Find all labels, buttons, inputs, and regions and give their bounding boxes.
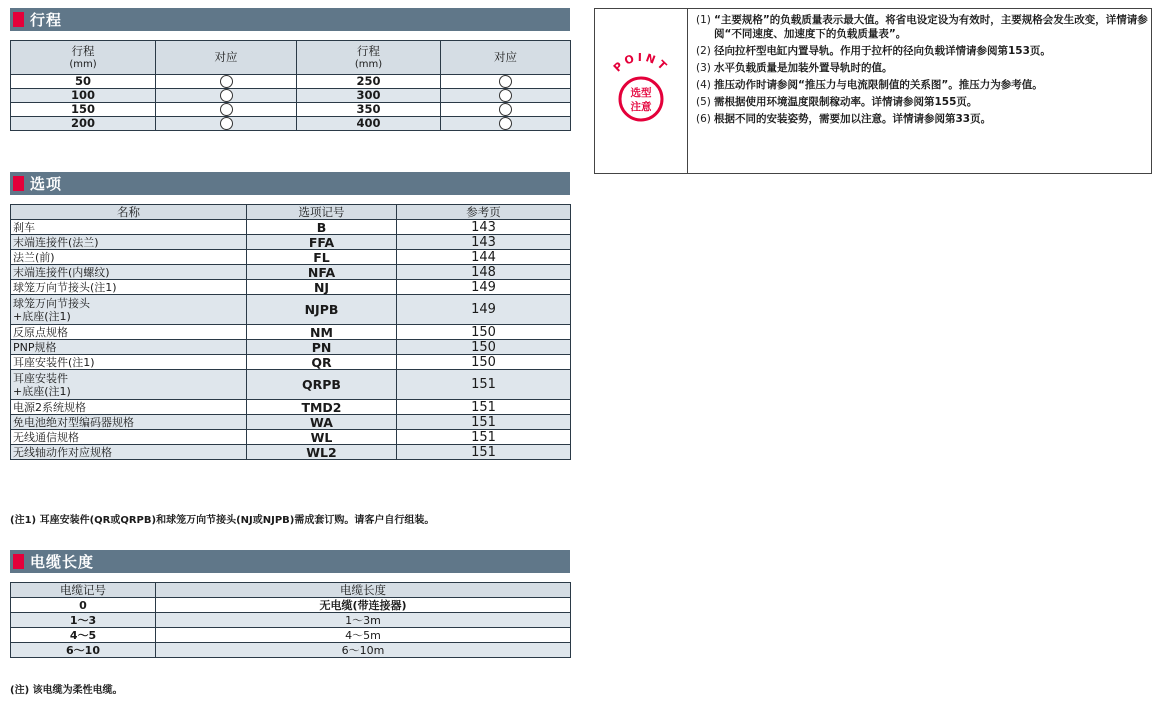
supported-circle-icon	[499, 117, 512, 130]
list-item	[696, 61, 1151, 75]
support-cell	[441, 117, 571, 131]
table-row	[11, 295, 571, 325]
stroke-section-title: 行程	[30, 11, 63, 29]
page-header: 参考页	[397, 205, 571, 220]
list-item	[696, 13, 1151, 41]
option-name-line2: +底座(注1)	[13, 384, 71, 398]
stroke-value: 250	[297, 75, 441, 89]
table-row	[11, 220, 571, 235]
cable-code: 1～3	[11, 613, 156, 628]
options-table-header	[11, 205, 571, 220]
option-page: 151	[397, 430, 571, 445]
stroke-header-label: 行程	[71, 43, 95, 58]
options-table	[10, 204, 571, 460]
stroke-value: 200	[11, 117, 156, 131]
options-section-header	[10, 172, 570, 195]
point-badge-line1: 选型	[630, 87, 652, 99]
option-symbol: NM	[247, 325, 397, 340]
cable-section-title: 电缆长度	[30, 553, 95, 571]
section-marker	[13, 554, 24, 569]
option-name: 末端连接件(法兰)	[11, 235, 247, 250]
item-text: “主要规格”的负载质量表示最大值。将省电设定设为有效时，主要规格会发生改变，详情请参阅“不同速度、加速度下的负载质量表”。	[714, 14, 1148, 40]
support-header: 对应	[441, 41, 571, 75]
point-list	[688, 9, 1151, 173]
supported-circle-icon	[220, 75, 233, 88]
table-row	[11, 280, 571, 295]
selection-notes-box	[594, 8, 1152, 174]
option-page: 151	[397, 370, 571, 400]
option-page: 151	[397, 415, 571, 430]
option-symbol: NFA	[247, 265, 397, 280]
stroke-header-unit: (mm)	[69, 58, 97, 70]
stroke-table	[10, 40, 571, 131]
option-name	[11, 295, 247, 325]
cable-section-header	[10, 550, 570, 573]
table-row	[11, 445, 571, 460]
item-number: (5)	[696, 96, 711, 108]
item-number: (2)	[696, 45, 711, 57]
stroke-value: 350	[297, 103, 441, 117]
cable-table-header	[11, 583, 571, 598]
option-symbol: NJ	[247, 280, 397, 295]
item-text: 需根据使用环境温度限制稼动率。详情请参阅第155页。	[714, 96, 978, 108]
option-name: 无线通信规格	[11, 430, 247, 445]
supported-circle-icon	[499, 75, 512, 88]
table-row	[11, 265, 571, 280]
option-symbol: WA	[247, 415, 397, 430]
table-row	[11, 250, 571, 265]
stroke-header-label: 行程	[357, 43, 380, 58]
supported-circle-icon	[220, 117, 233, 130]
item-number: (4)	[696, 79, 711, 91]
option-symbol: TMD2	[247, 400, 397, 415]
stroke-section-header	[10, 8, 570, 31]
options-note: (注1) 耳座安装件(QR或QRPB)和球笼万向节接头(NJ或NJPB)需成套订购。请客户自行组装。	[10, 515, 435, 526]
support-cell	[156, 75, 297, 89]
section-marker	[13, 12, 24, 27]
cable-code-header: 电缆记号	[11, 583, 156, 598]
option-page: 149	[397, 295, 571, 325]
supported-circle-icon	[499, 89, 512, 102]
stroke-header-cell	[11, 41, 156, 75]
supported-circle-icon	[220, 103, 233, 116]
option-name-line1: 耳座安装件	[13, 371, 68, 385]
stroke-value: 50	[11, 75, 156, 89]
option-symbol: WL2	[247, 445, 397, 460]
table-row	[11, 235, 571, 250]
cable-length: 6～10m	[156, 643, 571, 658]
cable-length: 4～5m	[156, 628, 571, 643]
table-row	[11, 75, 571, 89]
option-name-line1: 球笼万向节接头	[13, 296, 90, 310]
stroke-header-unit: (mm)	[354, 58, 383, 70]
option-symbol: FL	[247, 250, 397, 265]
point-stamp-icon	[599, 47, 683, 127]
support-cell	[441, 75, 571, 89]
table-row	[11, 370, 571, 400]
option-page: 151	[397, 400, 571, 415]
item-text: 水平负载质量是加装外置导轨时的值。	[714, 62, 893, 74]
option-page: 143	[397, 220, 571, 235]
item-text: 推压动作时请参阅“推压力与电流限制值的关系图”。推压力为参考值。	[714, 79, 1043, 91]
item-number: (6)	[696, 113, 711, 125]
option-symbol: PN	[247, 340, 397, 355]
item-text: 径向拉杆型电缸内置导轨。作用于拉杆的径向负载详情请参阅第153页。	[714, 45, 1051, 57]
cable-code: 6～10	[11, 643, 156, 658]
stroke-value: 300	[297, 89, 441, 103]
option-name	[11, 370, 247, 400]
option-symbol: B	[247, 220, 397, 235]
table-row	[11, 89, 571, 103]
table-row	[11, 613, 571, 628]
option-name: 法兰(前)	[11, 250, 247, 265]
option-name: 免电池绝对型编码器规格	[11, 415, 247, 430]
cable-code: 0	[11, 598, 156, 613]
option-name: 耳座安装件(注1)	[11, 355, 247, 370]
support-header: 对应	[156, 41, 297, 75]
option-name: 反原点规格	[11, 325, 247, 340]
point-badge-word: POINT	[610, 50, 672, 75]
table-row	[11, 643, 571, 658]
stroke-value: 400	[297, 117, 441, 131]
support-cell	[156, 103, 297, 117]
table-row	[11, 117, 571, 131]
table-row	[11, 400, 571, 415]
option-page: 149	[397, 280, 571, 295]
cable-note: (注) 该电缆为柔性电缆。	[10, 685, 123, 696]
list-item	[696, 78, 1151, 92]
stroke-table-header	[11, 41, 571, 75]
option-page: 148	[397, 265, 571, 280]
option-name: 电源2系统规格	[11, 400, 247, 415]
table-row	[11, 598, 571, 613]
option-symbol: QRPB	[247, 370, 397, 400]
option-page: 151	[397, 445, 571, 460]
cable-length: 1～3m	[156, 613, 571, 628]
option-name: 末端连接件(内螺纹)	[11, 265, 247, 280]
option-name-line2: +底座(注1)	[13, 309, 71, 323]
table-row	[11, 430, 571, 445]
option-page: 150	[397, 325, 571, 340]
option-page: 150	[397, 355, 571, 370]
stroke-value: 100	[11, 89, 156, 103]
option-name: 刹车	[11, 220, 247, 235]
stroke-header-cell	[297, 41, 441, 75]
cable-length: 无电缆(带连接器)	[156, 598, 571, 613]
point-badge-line2: 注意	[630, 101, 652, 113]
section-marker	[13, 176, 24, 191]
item-number: (3)	[696, 62, 711, 74]
table-row	[11, 103, 571, 117]
table-row	[11, 628, 571, 643]
option-name: 无线轴动作对应规格	[11, 445, 247, 460]
cable-code: 4～5	[11, 628, 156, 643]
option-page: 144	[397, 250, 571, 265]
option-page: 143	[397, 235, 571, 250]
option-symbol: NJPB	[247, 295, 397, 325]
symbol-header: 选项记号	[247, 205, 397, 220]
supported-circle-icon	[499, 103, 512, 116]
item-number: (1)	[696, 14, 711, 26]
support-cell	[156, 117, 297, 131]
option-name: 球笼万向节接头(注1)	[11, 280, 247, 295]
supported-circle-icon	[220, 89, 233, 102]
cable-length-header: 电缆长度	[156, 583, 571, 598]
option-page: 150	[397, 340, 571, 355]
table-row	[11, 415, 571, 430]
option-symbol: QR	[247, 355, 397, 370]
table-row	[11, 325, 571, 340]
item-text: 根据不同的安装姿势，需要加以注意。详情请参阅第33页。	[714, 113, 992, 125]
option-name: PNP规格	[11, 340, 247, 355]
list-item	[696, 95, 1151, 109]
stroke-value: 150	[11, 103, 156, 117]
table-row	[11, 340, 571, 355]
support-cell	[156, 89, 297, 103]
name-header: 名称	[11, 205, 247, 220]
cable-table	[10, 582, 571, 658]
list-item	[696, 44, 1151, 58]
point-badge	[595, 9, 688, 173]
option-symbol: FFA	[247, 235, 397, 250]
list-item	[696, 112, 1151, 126]
option-symbol: WL	[247, 430, 397, 445]
table-row	[11, 355, 571, 370]
support-cell	[441, 89, 571, 103]
options-section-title: 选项	[30, 175, 63, 193]
support-cell	[441, 103, 571, 117]
